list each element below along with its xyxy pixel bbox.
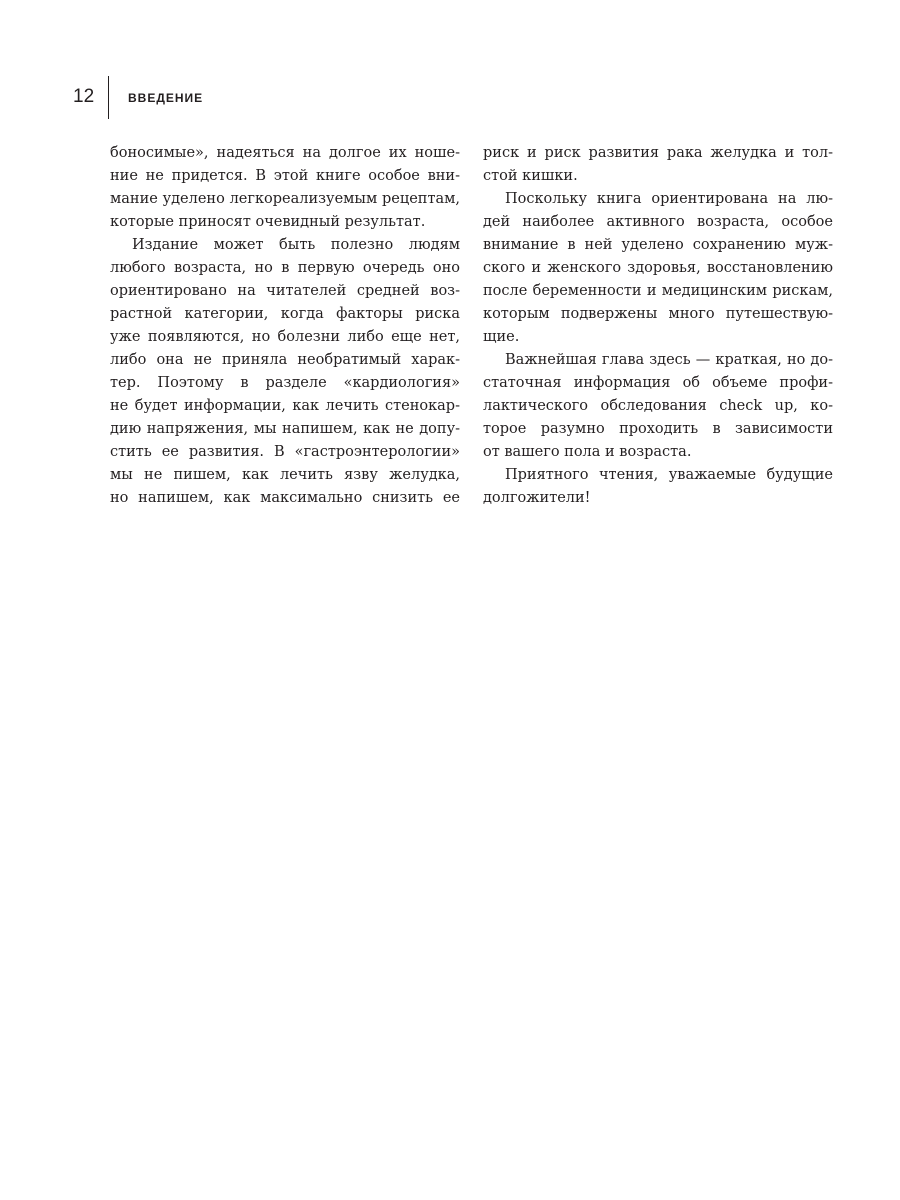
text-line: мы не пишем, как лечить язву желудка, [110, 467, 460, 483]
text-line: дию напряжения, мы напишем, как не допу- [110, 421, 460, 437]
paragraph-first-line: Поскольку книга ориентирована на лю- [505, 191, 833, 207]
paragraph-first-line: Приятного чтения, уважаемые будущие [505, 467, 833, 483]
paragraph-first-line: Важнейшая глава здесь — краткая, но до- [505, 352, 833, 368]
header-divider [108, 76, 109, 119]
text-line: стить ее развития. В «гастроэнтерологии» [110, 444, 460, 460]
page-number: 12 [73, 86, 95, 107]
text-line: уже появляются, но болезни либо еще нет, [110, 329, 460, 345]
text-line: щие. [483, 329, 520, 345]
text-line: растной категории, когда факторы риска [110, 306, 460, 322]
text-line: любого возраста, но в первую очередь оно [110, 260, 460, 276]
text-line: ского и женского здоровья, восстановлению [483, 260, 833, 276]
text-line: торое разумно проходить в зависимости [483, 421, 833, 437]
text-line: которым подвержены много путешествую- [483, 306, 833, 322]
text-line: после беременности и медицинским рискам, [483, 283, 833, 299]
text-line: либо она не приняла необратимый харак- [110, 352, 460, 368]
text-line: ориентировано на читателей средней воз- [110, 283, 460, 299]
section-title: ВВЕДЕНИЕ [128, 91, 204, 105]
text-line: ние не придется. В этой книге особое вни- [110, 168, 460, 184]
running-head [0, 0, 900, 130]
text-line: мание уделено легкореализуемым рецептам, [110, 191, 460, 207]
left-column [110, 142, 460, 510]
text-line: долгожители! [483, 490, 591, 506]
text-line: стой кишки. [483, 168, 578, 184]
paragraph-first-line: Издание может быть полезно людям [132, 237, 460, 253]
text-line: лактического обследования check up, ко- [483, 398, 833, 414]
text-line: боносимые», надеяться на долгое их ноше- [110, 145, 460, 161]
text-line: от вашего пола и возраста. [483, 444, 692, 460]
text-line: риск и риск развития рака желудка и тол- [483, 145, 833, 161]
right-column [483, 142, 833, 510]
text-line: но напишем, как максимально снизить ее [110, 490, 460, 506]
text-line: тер. Поэтому в разделе «кардиология» [110, 375, 460, 391]
text-line: не будет информации, как лечить стенокар- [110, 398, 460, 414]
text-line: статочная информация об объеме профи- [483, 375, 833, 391]
text-line: которые приносят очевидный результат. [110, 214, 426, 230]
text-line: внимание в ней уделено сохранению муж- [483, 237, 833, 253]
text-line: дей наиболее активного возраста, особое [483, 214, 833, 230]
